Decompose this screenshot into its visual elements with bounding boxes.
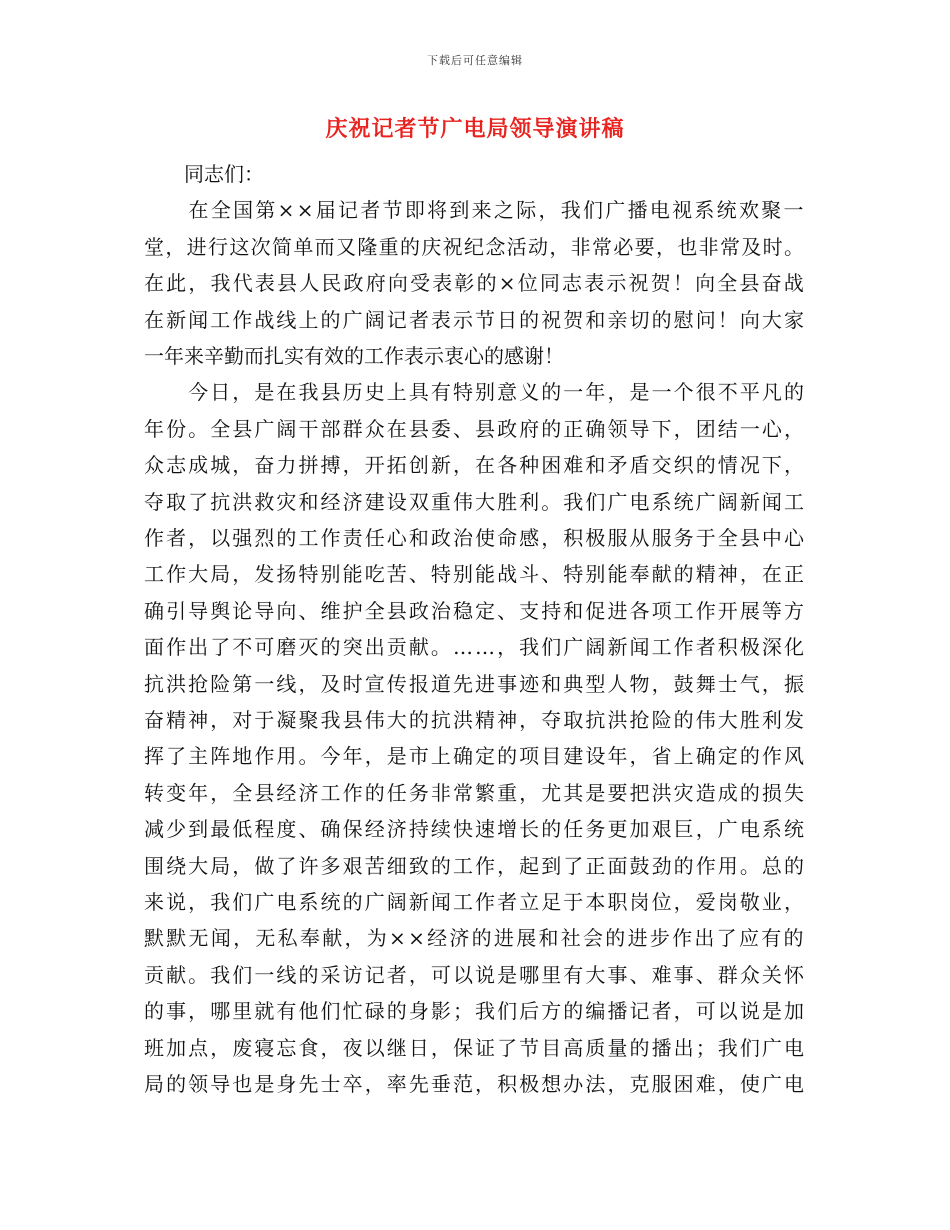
body-line: 作者，以强烈的工作责任心和政治使命感，积极服从服务于全县中心 xyxy=(144,526,807,550)
document-title: 庆祝记者节广电局领导演讲稿 xyxy=(325,117,625,142)
body-line: 工作大局，发扬特别能吃苦、特别能战斗、特别能奉献的精神，在正 xyxy=(144,562,807,587)
body-line: 局的领导也是身先士卒，率先垂范，积极想办法，克服困难，使广电 xyxy=(144,1072,807,1096)
body-line: 堂，进行这次简单而又隆重的庆祝纪念活动，非常必要，也非常及时。 xyxy=(144,234,806,259)
body-line: 班加点，废寝忘食，夜以继日，保证了节目高质量的播出；我们广电 xyxy=(144,1035,807,1060)
body-line: 年份。全县广阔干部群众在县委、县政府的正确领导下，团结一心， xyxy=(144,416,807,441)
body-line: 同志们： xyxy=(144,162,264,186)
body-line: 一年来辛勤而扎实有效的工作表示衷心的感谢！ xyxy=(144,344,564,368)
body-line: 默默无闻，无私奉献，为××经济的进展和社会的进步作出了应有的 xyxy=(144,926,806,951)
body-line: 转变年，全县经济工作的任务非常繁重，尤其是要把洪灾造成的损失 xyxy=(144,780,807,805)
body-line: 众志成城，奋力拼搏，开拓创新，在各种困难和矛盾交织的情况下， xyxy=(144,453,807,478)
body-line: 今日，是在我县历史上具有特别意义的一年，是一个很不平凡的 xyxy=(144,380,807,405)
body-line: 在此，我代表县人民政府向受表彰的×位同志表示祝贺！向全县奋战 xyxy=(144,271,806,296)
body-line: 围绕大局，做了许多艰苦细致的工作，起到了正面鼓劲的作用。总的 xyxy=(144,853,807,878)
body-line: 在新闻工作战线上的广阔记者表示节日的祝贺和亲切的慰问！向大家 xyxy=(144,307,807,332)
body-line: 面作出了不可磨灭的突出贡献。……，我们广阔新闻工作者积极深化 xyxy=(144,635,807,660)
body-line: 挥了主阵地作用。今年，是市上确定的项目建设年，省上确定的作风 xyxy=(144,744,807,769)
body-line: 抗洪抢险第一线，及时宣传报道先进事迹和典型人物，鼓舞士气，振 xyxy=(144,671,807,696)
body-line: 来说，我们广电系统的广阔新闻工作者立足于本职岗位，爱岗敬业， xyxy=(144,890,807,914)
body-line: 确引导舆论导向、维护全县政治稳定、支持和促进各项工作开展等方 xyxy=(144,598,807,623)
body-line: 减少到最低程度、确保经济持续快速增长的任务更加艰巨，广电系统 xyxy=(144,817,807,842)
header-note: 下载后可任意编辑 xyxy=(427,54,523,67)
body-line: 在全国第××届记者节即将到来之际，我们广播电视系统欢聚一 xyxy=(144,198,806,223)
body-line: 奋精神，对于凝聚我县伟大的抗洪精神，夺取抗洪抢险的伟大胜利发 xyxy=(144,708,807,732)
body-line: 夺取了抗洪救灾和经济建设双重伟大胜利。我们广电系统广阔新闻工 xyxy=(144,489,807,514)
body-line: 的事，哪里就有他们忙碌的身影；我们后方的编播记者，可以说是加 xyxy=(144,999,807,1024)
body-line: 贡献。我们一线的采访记者，可以说是哪里有大事、难事、群众关怀 xyxy=(144,962,807,987)
